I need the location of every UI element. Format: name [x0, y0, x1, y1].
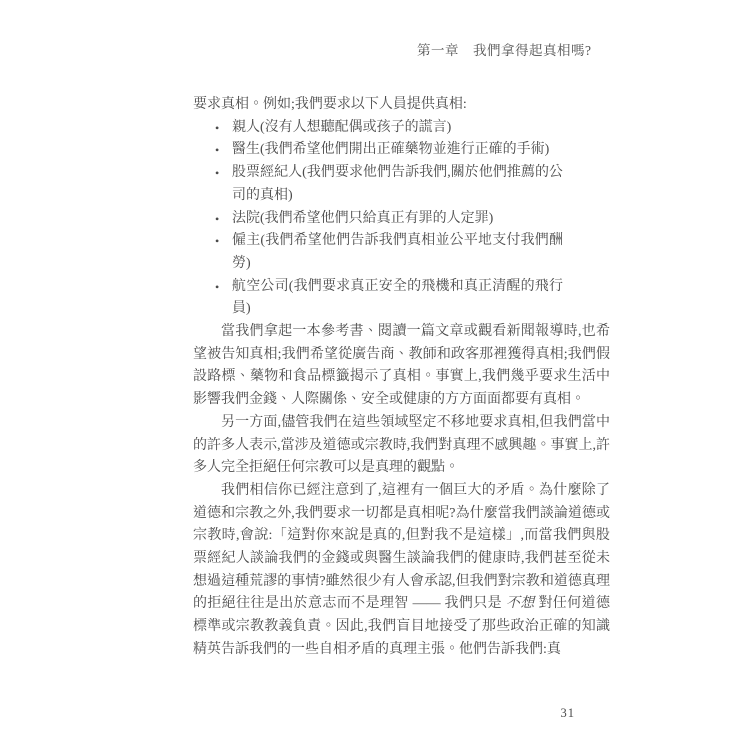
bullet-icon: •	[215, 211, 220, 226]
bullet-icon: •	[215, 143, 220, 158]
bullet-icon: •	[215, 120, 220, 135]
bullet-icon: •	[215, 234, 220, 249]
list-item-airlines	[193, 276, 563, 321]
list-item-stockbrokers	[193, 162, 563, 207]
truth-demand-list	[193, 117, 563, 321]
paragraph-moral-religion: 另一方面,儘管我們在這些領域堅定不移地要求真相,但我們當中的許多人表示,當涉及道德或宗教時,我們對真理不感興趣。事實上,許多人完全拒絕任何宗教可以是真理的觀點。	[193, 414, 610, 476]
paragraph-contradiction-post: 對任何道德標準或宗教教義負責。因此,我們盲目地接受了那些政治正確的知識精英告訴我們的一些自相矛盾的真理主張。他們告訴我們:真	[193, 596, 611, 657]
list-item-employers	[193, 230, 563, 275]
list-item-family	[193, 117, 563, 140]
bullet-icon: •	[215, 166, 220, 181]
list-item-text: 醫生(我們希望他們開出正確藥物並進行正確的手術)	[232, 142, 550, 158]
list-item-text: 親人(沒有人想聽配偶或孩子的謊言)	[232, 119, 452, 135]
body-text	[193, 94, 610, 662]
list-item-text: 股票經紀人(我們要求他們告訴我們,關於他們推薦的公司的真相)	[232, 165, 563, 203]
page-number: 31	[560, 706, 575, 720]
intro-paragraph: 要求真相。例如;我們要求以下人員提供真相:	[193, 97, 467, 112]
bullet-icon: •	[215, 279, 220, 294]
running-head-chapter-title: 第一章 我們拿得起真相嗎?	[417, 43, 592, 58]
list-item-doctors	[193, 139, 563, 162]
emphasized-word: 不想	[505, 596, 535, 612]
list-item-text: 航空公司(我們要求真正安全的飛機和真正清醒的飛行員)	[232, 278, 563, 317]
list-item-text: 法院(我們希望他們只給真正有罪的人定罪)	[232, 210, 494, 226]
paragraph-reference-sources: 當我們拿起一本參考書、閱讀一篇文章或觀看新聞報導時,也希望被告知真相;我們希望從廣告商、教師和政客那裡獲得真相;我們假設路標、藥物和食品標籤揭示了真相。事實上,我們幾乎要求生活中影響我們金錢、人際關係、安全或健康的方方面面都要有真相。	[193, 324, 610, 408]
list-item-courts	[193, 208, 563, 231]
paragraph-contradiction-pre: 我們相信你已經注意到了,這裡有一個巨大的矛盾。為什麼除了道德和宗教之外,我們要求一切都是真相呢?為什麼當我們談論道德或宗教時,會說:「這對你來說是真的,但對我不是這樣」,而當我們與股票經紀人談論我們的金錢或與醫生談論我們的健康時,我們甚至從未想過這種荒謬的事情?雖然很少有人會承認,但我們對宗教和道德真理的拒絕往往是出於意志而不是理智 —— 我們只是	[193, 482, 610, 612]
paragraph-contradiction	[193, 480, 610, 662]
list-item-text: 僱主(我們希望他們告訴我們真相並公平地支付我們酬勞)	[232, 233, 563, 271]
